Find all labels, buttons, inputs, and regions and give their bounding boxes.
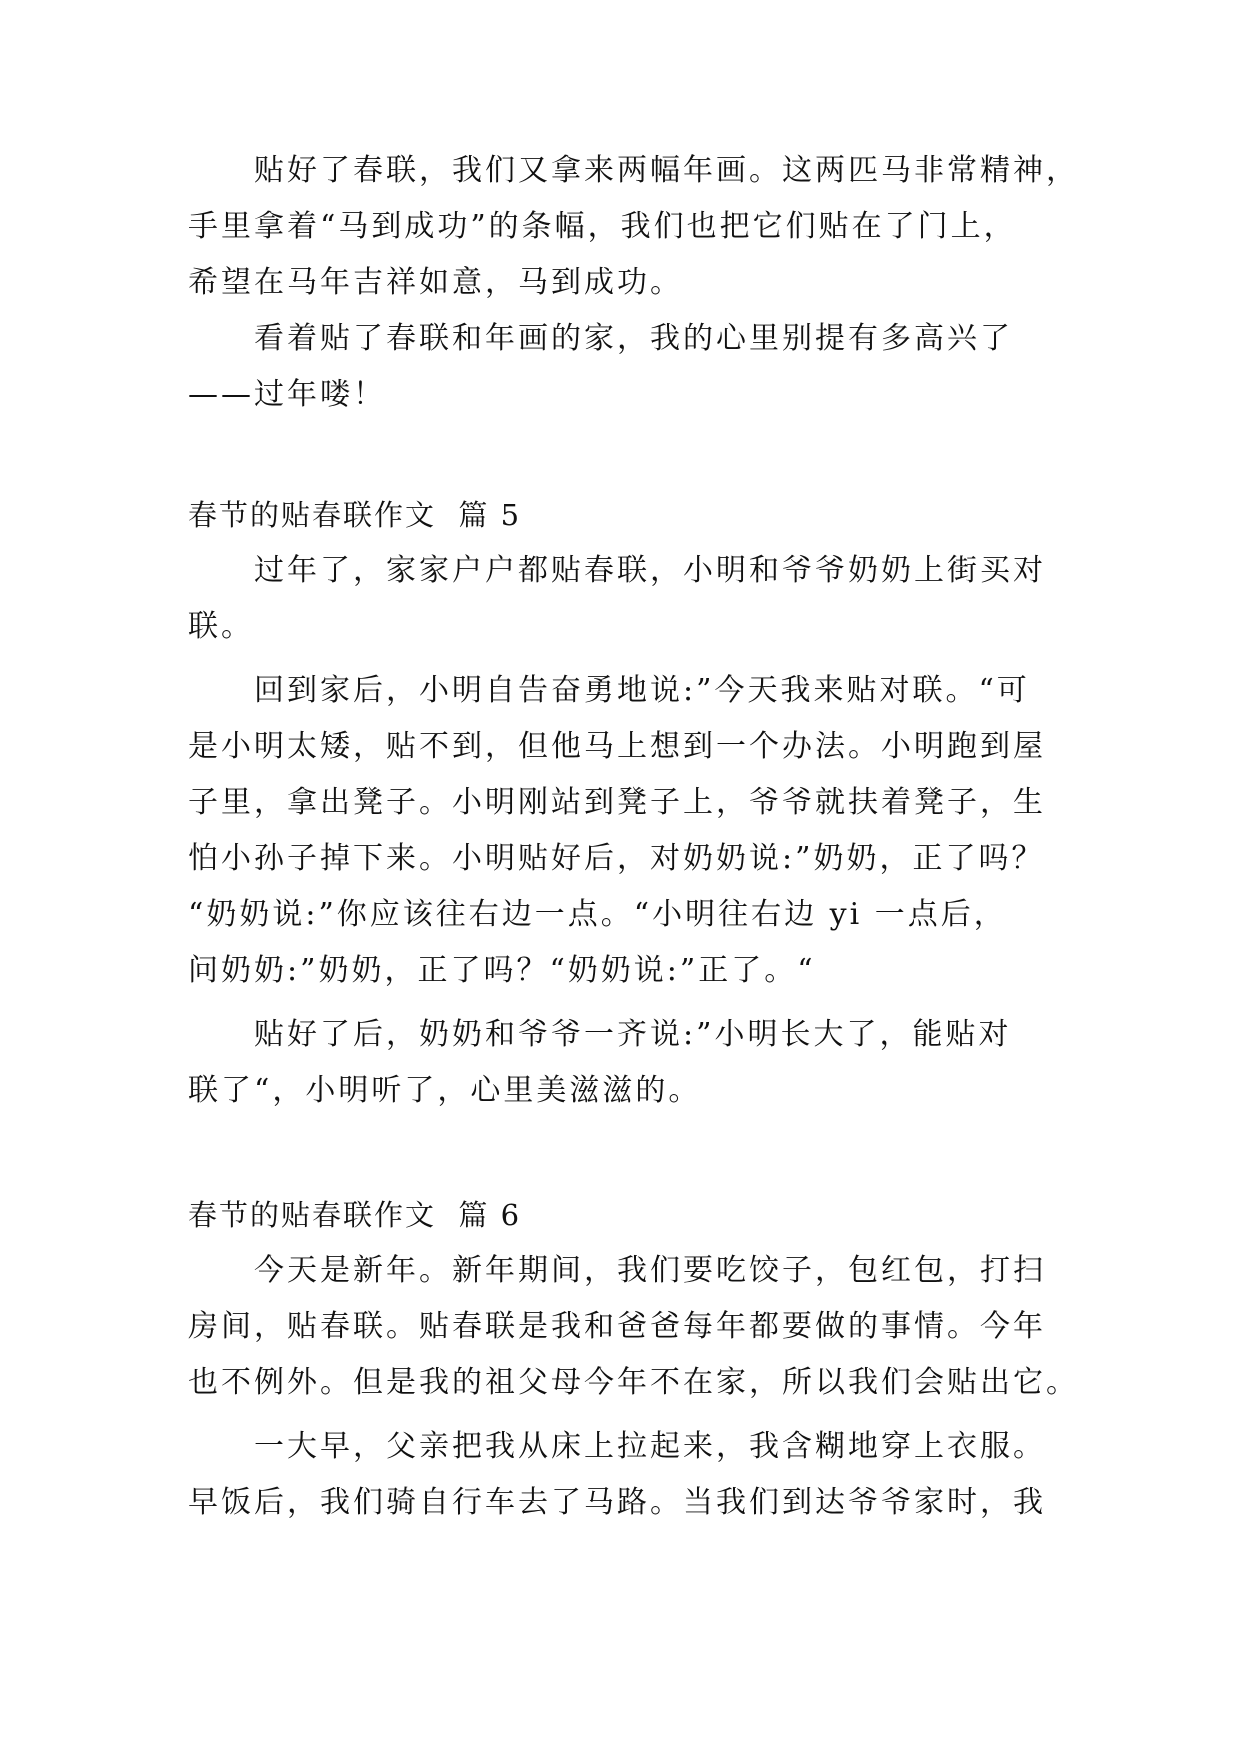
text-line: 今天是新年。新年期间，我们要吃饺子，包红包，打扫 [254, 1253, 1046, 1288]
text-line: 联了“，小明听了，心里美滋滋的。 [188, 1073, 702, 1108]
text-line: 希望在马年吉祥如意，马到成功。 [188, 265, 683, 300]
text-line: “奶奶说:”你应该往右边一点。“小明往右边 yi 一点后， [188, 897, 1007, 932]
text-line: 联。 [188, 609, 254, 644]
text-line: 子里，拿出凳子。小明刚站到凳子上，爷爷就扶着凳子，生 [188, 785, 1046, 820]
section-heading: 春节的贴春联作文 篇 6 [188, 1198, 522, 1232]
text-line: 也不例外。但是我的祖父母今年不在家，所以我们会贴出它。 [188, 1365, 1079, 1400]
text-line: ——过年喽！ [188, 377, 386, 412]
text-line: 贴好了后，奶奶和爷爷一齐说:”小明长大了，能贴对 [254, 1017, 1012, 1052]
text-line: 怕小孙子掉下来。小明贴好后，对奶奶说:”奶奶，正了吗？ [188, 841, 1045, 876]
text-line: 问奶奶:”奶奶，正了吗？“奶奶说:”正了。“ [188, 953, 816, 988]
text-line: 看着贴了春联和年画的家，我的心里别提有多高兴了 [254, 321, 1013, 356]
section-heading: 春节的贴春联作文 篇 5 [188, 498, 522, 532]
text-line: 贴好了春联，我们又拿来两幅年画。这两匹马非常精神， [254, 153, 1079, 188]
text-line: 房间，贴春联。贴春联是我和爸爸每年都要做的事情。今年 [188, 1309, 1046, 1344]
text-line: 过年了，家家户户都贴春联，小明和爷爷奶奶上街买对 [254, 553, 1046, 588]
text-line: 早饭后，我们骑自行车去了马路。当我们到达爷爷家时，我 [188, 1485, 1046, 1520]
text-line: 手里拿着“马到成功”的条幅，我们也把它们贴在了门上， [188, 209, 1017, 244]
text-line: 一大早，父亲把我从床上拉起来，我含糊地穿上衣服。 [254, 1429, 1046, 1464]
text-line: 回到家后，小明自告奋勇地说:”今天我来贴对联。“可 [254, 673, 1030, 708]
text-line: 是小明太矮，贴不到，但他马上想到一个办法。小明跑到屋 [188, 729, 1046, 764]
